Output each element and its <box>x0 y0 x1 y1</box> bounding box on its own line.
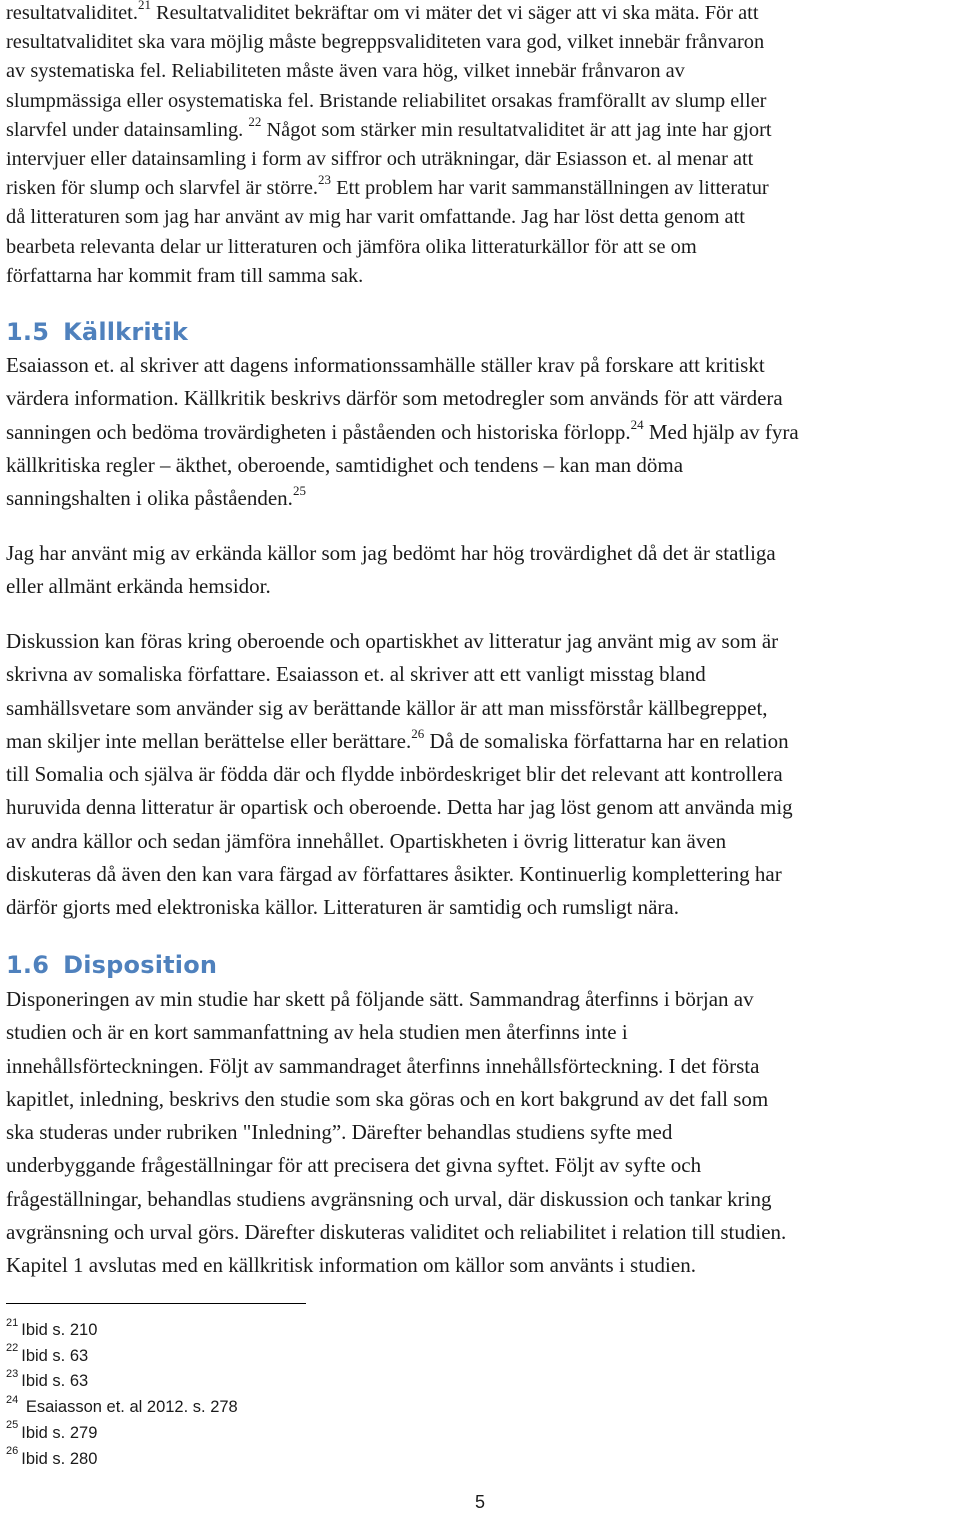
text-line: därför gjorts med elektroniska källor. Litteraturen är samtidig och rumsligt nära. <box>6 895 679 920</box>
text-line: bearbeta relevanta delar ur litteraturen och jämföra olika litteraturkällor för att se om <box>6 235 697 258</box>
text-line: eller allmänt erkända hemsidor. <box>6 574 271 599</box>
text-line: Disponeringen av min studie har skett på följande sätt. Sammandrag återfinns i början av <box>6 987 754 1011</box>
section-heading-disposition <box>6 951 217 979</box>
text-line: källkritiska regler – äkthet, oberoende, samtidighet och tendens – kan man döma <box>6 452 684 477</box>
footnote-reference: 22 <box>248 114 262 130</box>
text-line: Diskussion kan föras kring oberoende och opartiskhet av litteratur jag använt mig av som är <box>6 629 779 653</box>
footnote-reference: 24 <box>630 416 644 432</box>
footnote-reference: 21 <box>137 0 151 13</box>
text-line: sanningshalten i olika påståenden.$^{25}$ <box>6 483 306 511</box>
disposition-paragraph <box>6 983 954 1283</box>
text-line: resultatvaliditet ska vara möjlig måste begreppsvaliditeten vara god, vilket innebär frånvaron <box>6 31 765 54</box>
text-line: man skiljer inte mellan berättelse eller berättare.$^{26}$ Då de somaliska författarna har en relation <box>6 725 789 753</box>
text-line: huruvida denna litteratur är opartisk och oberoende. Detta har jag löst genom att använda mig <box>6 795 793 820</box>
text-line: underbyggande frågeställningar för att precisera det givna syftet. Följt av syfte och <box>6 1153 702 1178</box>
text-line: ska studeras under rubriken "Inledning”. Därefter behandlas studiens syfte med <box>6 1120 673 1145</box>
section-title: Disposition <box>63 951 218 979</box>
text-line: samhällsvetare som använder sig av berättande källor är att man missförstår källbegreppet, <box>6 695 768 720</box>
footnote: $^{25}$ Ibid s. 279 <box>6 1419 98 1442</box>
kallkritik-paragraph-1 <box>6 349 954 515</box>
text-line: av andra källor och sedan jämföra innehållet. Opartiskheten i övrig litteratur kan även <box>6 828 727 853</box>
page-number: 5 <box>474 1492 485 1512</box>
text-line: avgränsning och urval görs. Därefter diskuteras validitet och reliabilitet i relation till studien. <box>6 1220 787 1245</box>
text-line: skrivna av somaliska författare. Esaiasson et. al skriver att ett vanligt misstag bland <box>6 662 706 687</box>
text-line: värdera information. Källkritik beskrivs därför som metodregler som används för att värdera <box>6 386 783 411</box>
section-heading-kallkritik <box>6 318 188 346</box>
text-line: studien och är en kort sammanfattning av hela studien men återfinns inte i <box>6 1020 628 1045</box>
footnote-separator <box>6 1303 306 1304</box>
text-line: risken för slump och slarvfel är större.$^{23}$ Ett problem har varit sammanställningen av litteratur <box>6 172 769 200</box>
text-line: innehållsförteckningen. Följt av sammandraget återfinns innehållsförteckning. I det första <box>6 1053 760 1078</box>
text-line: intervjuer eller datainsamling i form av siffror och uträkningar, där Esiasson et. al menar att <box>6 148 754 171</box>
footnote: $^{26}$ Ibid s. 280 <box>6 1445 98 1468</box>
section-title: Källkritik <box>63 318 189 346</box>
text-line: sanningen och bedöma trovärdigheten i påståenden och historiska förlopp.$^{24}$ Med hjälp av fyra <box>6 416 799 444</box>
text-line: diskuteras då även den kan vara färgad av författares åsikter. Kontinuerlig komplettering har <box>6 862 782 887</box>
footnote-reference: 23 <box>318 172 331 188</box>
section-number: 1.6 <box>6 951 50 979</box>
footnotes <box>6 1318 238 1472</box>
text-line: till Somalia och själva är födda där och flydde inbördeskriget blir det relevant att kontrollera <box>6 762 783 787</box>
text-line: slumpmässiga eller osystematiska fel. Bristande reliabilitet orsakas framförallt av slump eller <box>6 89 767 112</box>
footnote-reference: 25 <box>292 483 306 499</box>
text-line: resultatvaliditet.$^{21}$ Resultatvaliditet bekräftar om vi mäter det vi säger att vi ska mäta. För att <box>6 0 954 28</box>
text-line: slarvfel under datainsamling. $^{22}$ Något som stärker min resultatvaliditet är att jag inte har gjort <box>6 114 772 141</box>
footnote-reference: 26 <box>411 725 425 741</box>
text-line: kapitlet, inledning, beskrivs den studie som ska göras och en kort bakgrund av det fall som <box>6 1086 769 1111</box>
footnote: $^{24}$ Esaiasson et. al 2012. s. 278 <box>6 1393 238 1417</box>
text-line: då litteraturen som jag har använt av mig har varit omfattande. Jag har löst detta genom att <box>6 206 745 229</box>
text-line: Kapitel 1 avslutas med en källkritisk information om källor som använts i studien. <box>6 1253 696 1278</box>
text-line: författarna har kommit fram till samma sak. <box>6 264 364 287</box>
text-line: av systematiska fel. Reliabiliteten måste även vara hög, vilket innebär frånvaron av <box>6 60 685 83</box>
text-line: Esaiasson et. al skriver att dagens informationssamhälle ställer krav på forskare att kritiskt <box>6 353 765 377</box>
footnote: $^{22}$ Ibid s. 63 <box>6 1342 89 1365</box>
footnote: $^{21}$ Ibid s. 210 <box>6 1316 98 1339</box>
intro-paragraph <box>6 0 954 291</box>
section-number: 1.5 <box>6 318 50 346</box>
kallkritik-paragraph-3 <box>6 625 954 925</box>
text-line: frågeställningar, behandlas studiens avgränsning och urval, där diskussion och tankar kring <box>6 1186 772 1211</box>
kallkritik-paragraph-2 <box>6 537 954 604</box>
footnote: $^{23}$ Ibid s. 63 <box>6 1367 89 1391</box>
text-line: Jag har använt mig av erkända källor som jag bedömt har hög trovärdighet då det är statliga <box>6 541 776 565</box>
